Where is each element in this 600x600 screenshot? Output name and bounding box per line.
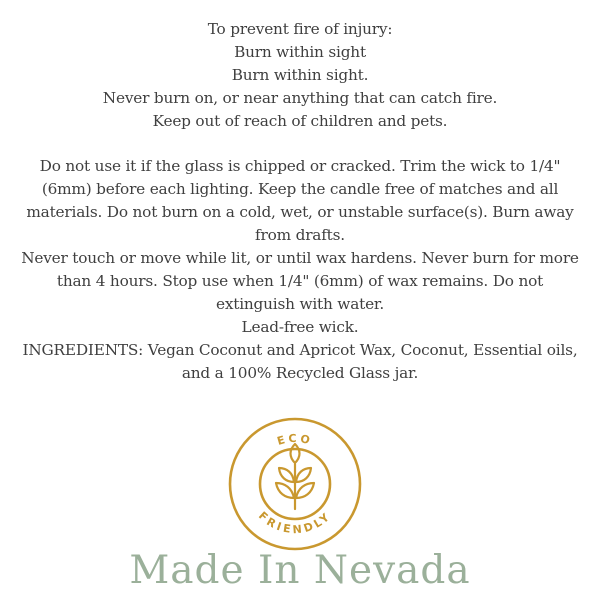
warning-line: Keep out of reach of children and pets. [152,111,448,130]
leaf-sprout-icon [276,444,314,509]
burning-instructions: Never touch or move while lit, or until wax hardens. Never burn for more than 4 hours. Stop use when 1/4" (6mm) of wax remains. Do not extinguish with water. [21,249,579,313]
safety-instructions [20,18,580,384]
badge-bottom-text: FRIENDLY [255,509,335,537]
warning-heading: To prevent fire of injury: [207,20,393,38]
wick-note: Lead-free wick. [241,317,359,336]
ingredients-list: INGREDIENTS: Vegan Coconut and Apricot Wax, Coconut, Essential oils, and a 100% Recycled Glass jar. [22,340,578,382]
glass-wick-instructions: Do not use it if the glass is chipped or cracked. Trim the wick to 1/4" (6mm) before each lighting. Keep the candle free of matches and all materials. Do not burn on a cold, wet, or unstable surface(s). Burn away from drafts. [26,157,574,245]
warning-line: Burn within sight. [231,65,369,84]
warning-line: Never burn on, or near anything that can catch fire. [102,88,498,107]
warning-line: Burn within sight [234,42,366,61]
eco-friendly-badge [227,416,363,552]
badge-top-text: ECO [275,431,315,448]
paragraph-spacer [20,133,580,156]
made-in-nevada-title: Made In Nevada [129,548,471,593]
